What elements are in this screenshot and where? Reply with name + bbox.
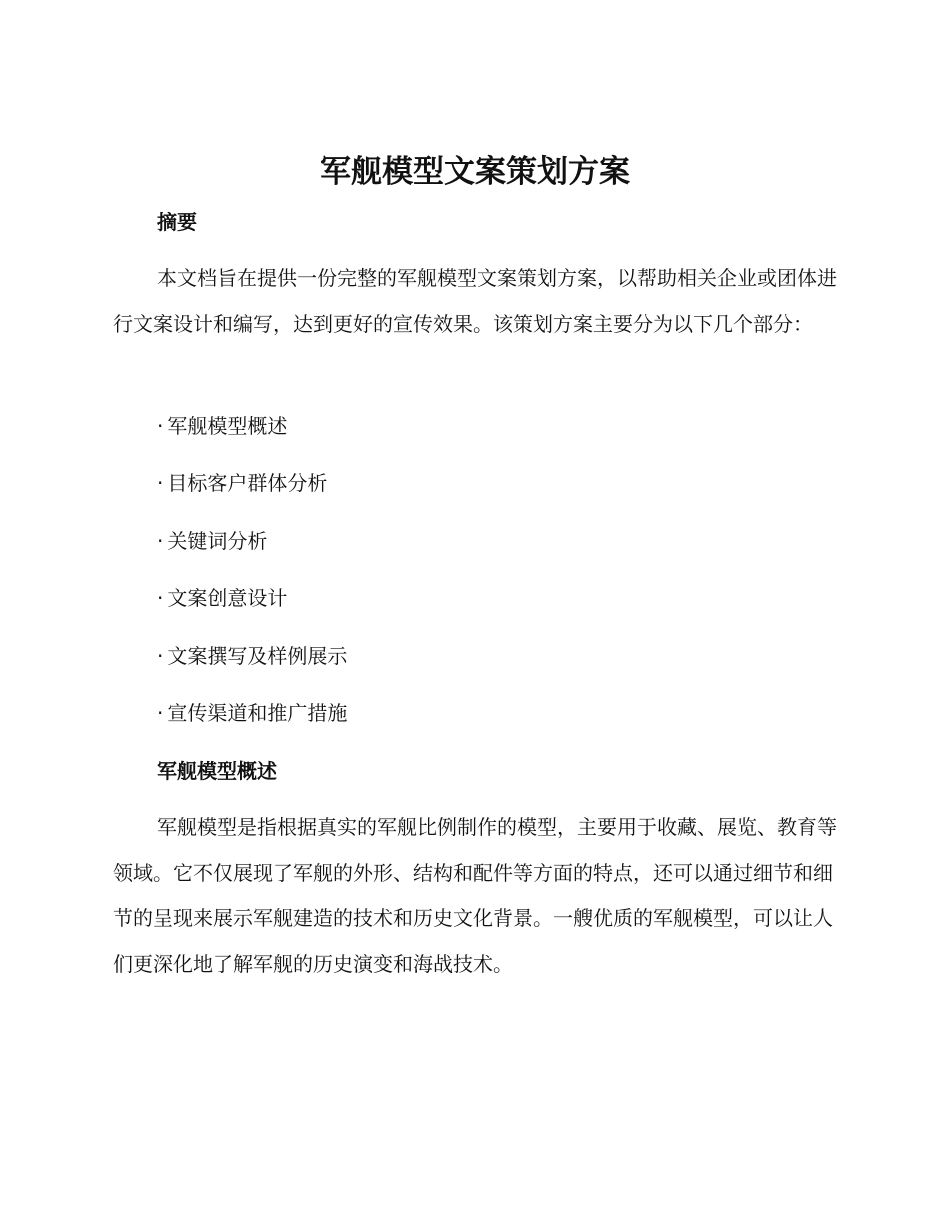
list-item-label: 文案撰写及样例展示 (167, 643, 348, 668)
bullet-dot-icon: · (157, 414, 164, 438)
abstract-heading: 摘要 (157, 210, 197, 234)
bullet-dot-icon: · (157, 528, 164, 553)
list-item (157, 411, 347, 468)
list-item (157, 583, 347, 640)
bullet-dot-icon: · (157, 586, 164, 611)
document-title: 军舰模型文案策划方案 (320, 154, 630, 190)
list-item-label: 宣传渠道和推广措施 (167, 700, 348, 725)
bullet-dot-icon: · (157, 700, 164, 725)
list-item-label: 军舰模型概述 (167, 414, 288, 438)
bullet-dot-icon: · (157, 471, 164, 496)
overview-paragraph: 军舰模型是指根据真实的军舰比例制作的模型，主要用于收藏、展览、教育等领域。它不仅展现了军舰的外形、结构和配件等方面的特点，还可以通过细节和细节的呈现来展示军舰建造的技术和历史文化背景。一艘优质的军舰模型，可以让人们更深化地了解军舰的历史演变和海战技术。 (113, 815, 837, 976)
list-item (157, 526, 347, 583)
abstract-paragraph: 本文档旨在提供一份完整的军舰模型文案策划方案，以帮助相关企业或团体进行文案设计和编写，达到更好的宣传效果。该策划方案主要分为以下几个部分： (113, 266, 837, 336)
list-item-label: 文案创意设计 (167, 586, 288, 611)
list-item (157, 641, 347, 698)
section-bullet-list (157, 411, 347, 755)
bullet-dot-icon: · (157, 643, 164, 668)
list-item (157, 698, 347, 755)
list-item (157, 468, 347, 525)
list-item-label: 关键词分析 (167, 528, 268, 553)
list-item-label: 目标客户群体分析 (167, 471, 328, 496)
overview-heading: 军舰模型概述 (157, 759, 277, 783)
